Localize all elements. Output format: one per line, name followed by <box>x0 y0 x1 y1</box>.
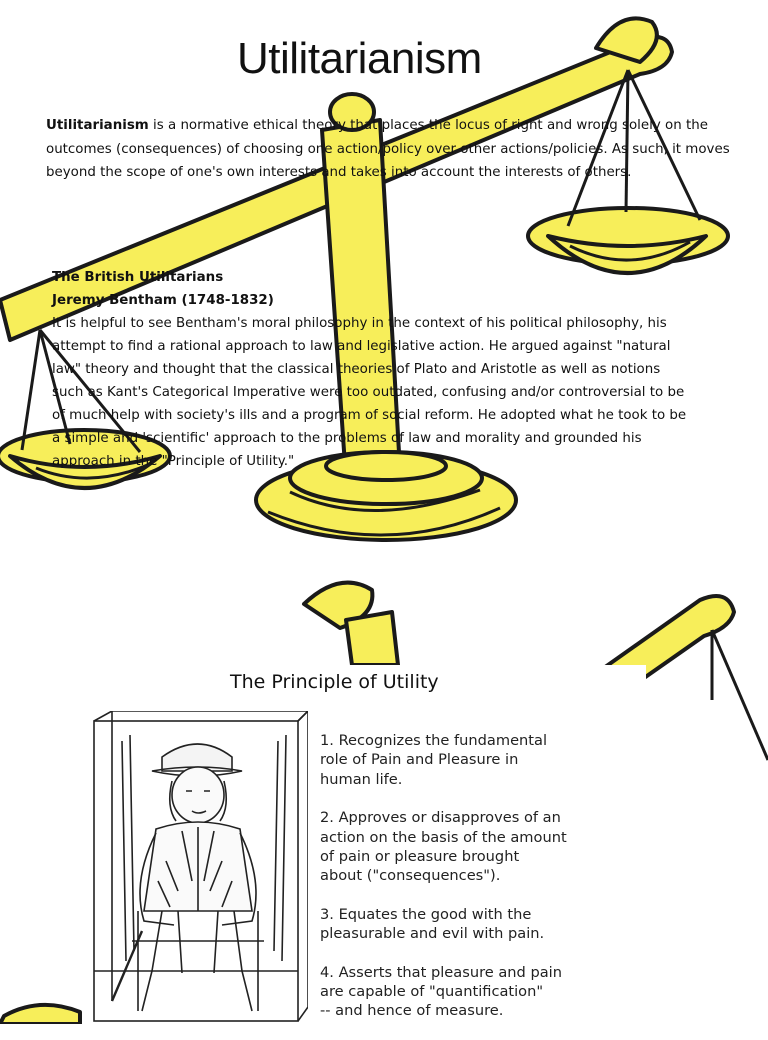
intro-paragraph <box>46 114 732 185</box>
british-utilitarians-section <box>52 266 692 473</box>
utility-principles-list <box>320 731 640 1040</box>
utility-point-3: 3. Equates the good with the pleasurable and evil with pain. <box>320 905 545 943</box>
intro-lead-term: Utilitarianism <box>46 118 149 133</box>
utility-point-2: 2. Approves or disapproves of an action on the basis of the amount of pain or pleasure brought about ("consequences"). <box>320 809 567 885</box>
section-body: It is helpful to see Bentham's moral philosophy in the context of his political philosophy, his attempt to find a rational approach to law and legislative action. He argued against "natural law" theory and thought that the classical theories of Plato and Aristotle as well as notions such as Kant's Categorical Imperative were too outdated, confusing and/or controversial to be of much help with society's ills and a program of social reform. He adopted what he took to be a simple and 'scientific' approach to the problems of law and morality and grounded his approach in the "Principle of Utility." <box>52 316 687 469</box>
section-heading: The British Utilitarians <box>52 270 224 285</box>
bentham-auto-icon-sketch <box>82 711 308 1024</box>
principle-of-utility-panel <box>82 665 646 1024</box>
utility-point-4: 4. Asserts that pleasure and pain are capable of "quantification" -- and hence of measure. <box>320 963 562 1020</box>
utility-point-1: 1. Recognizes the fundamental role of Pain and Pleasure in human life. <box>320 732 548 788</box>
page-title: Utilitarianism <box>237 34 482 83</box>
intro-text: is a normative ethical theory that places the locus of right and wrong solely on the outcomes (consequences) of choosing one action/policy over other actions/policies. As such, it moves beyond the scope of one's own interests and takes into account the interests of others. <box>46 118 730 180</box>
section-subheading: Jeremy Bentham (1748-1832) <box>52 293 274 308</box>
panel-title: The Principle of Utility <box>230 671 439 693</box>
